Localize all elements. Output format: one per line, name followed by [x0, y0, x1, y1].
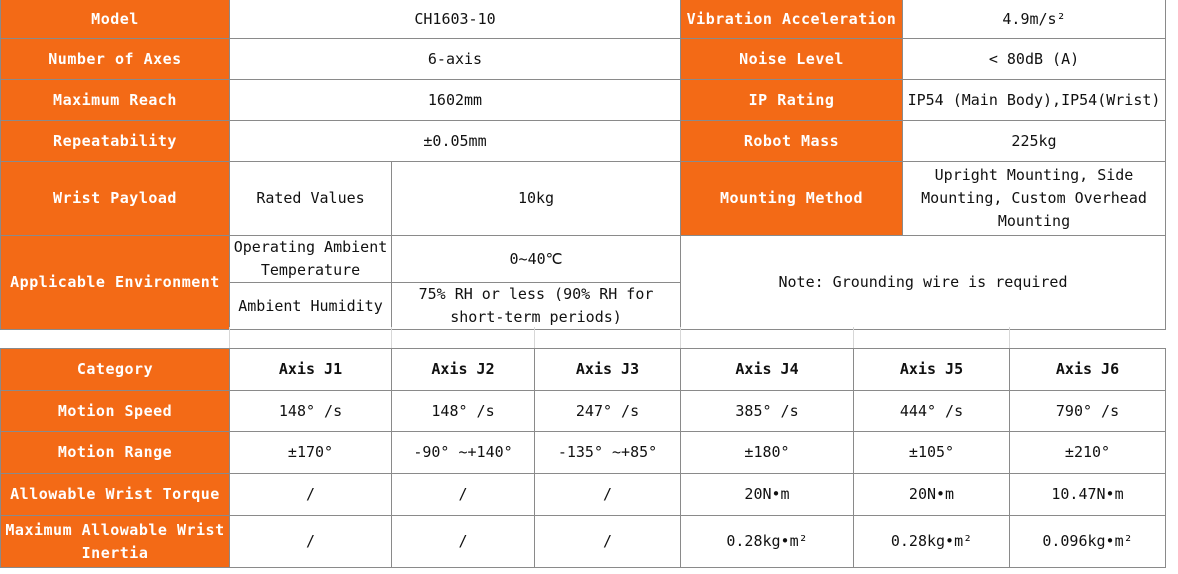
- vibration-value: 4.9m/s²: [903, 0, 1166, 39]
- table-cell: ±105°: [854, 432, 1010, 474]
- table-cell: 148° /s: [392, 391, 535, 432]
- axes-label: Number of Axes: [1, 39, 230, 80]
- table-cell: 385° /s: [681, 391, 854, 432]
- repeatability-label: Repeatability: [1, 121, 230, 162]
- ip-rating-label: IP Rating: [681, 80, 903, 121]
- sheet-gridlines: [0, 327, 1178, 348]
- axis-performance-table: [0, 348, 1166, 568]
- model-value: CH1603-10: [230, 0, 681, 39]
- reach-value: 1602mm: [230, 80, 681, 121]
- table-cell: ±180°: [681, 432, 854, 474]
- temperature-value: 0~40℃: [392, 236, 681, 283]
- grounding-note: Note: Grounding wire is required: [681, 236, 1166, 330]
- temperature-label: Operating Ambient Temperature: [230, 236, 392, 283]
- motion-range-label: Motion Range: [1, 432, 230, 474]
- table-cell: 247° /s: [535, 391, 681, 432]
- mounting-method-value: Upright Mounting, Side Mounting, Custom Overhead Mounting: [903, 162, 1166, 236]
- wrist-torque-label: Allowable Wrist Torque: [1, 474, 230, 516]
- ip-rating-value: IP54 (Main Body),IP54(Wrist): [903, 80, 1166, 121]
- environment-label: Applicable Environment: [1, 236, 230, 330]
- table-cell: /: [230, 516, 392, 568]
- category-header: Category: [1, 349, 230, 391]
- table-cell: ±170°: [230, 432, 392, 474]
- rated-values-value: 10kg: [392, 162, 681, 236]
- table-cell: /: [392, 474, 535, 516]
- model-label: Model: [1, 0, 230, 39]
- humidity-value: 75% RH or less (90% RH for short-term periods): [392, 283, 681, 330]
- axes-value: 6-axis: [230, 39, 681, 80]
- robot-mass-label: Robot Mass: [681, 121, 903, 162]
- table-cell: /: [535, 474, 681, 516]
- table-cell: 10.47N•m: [1010, 474, 1166, 516]
- table-cell: 20N•m: [681, 474, 854, 516]
- robot-mass-value: 225kg: [903, 121, 1166, 162]
- mounting-method-label: Mounting Method: [681, 162, 903, 236]
- motion-speed-label: Motion Speed: [1, 391, 230, 432]
- rated-values-label: Rated Values: [230, 162, 392, 236]
- humidity-label: Ambient Humidity: [230, 283, 392, 330]
- table-cell: 444° /s: [854, 391, 1010, 432]
- table-cell: 0.28kg•m²: [681, 516, 854, 568]
- axis-j3-header: Axis J3: [535, 349, 681, 391]
- table-cell: /: [230, 474, 392, 516]
- table-cell: -90° ~+140°: [392, 432, 535, 474]
- axis-j1-header: Axis J1: [230, 349, 392, 391]
- table-cell: 0.28kg•m²: [854, 516, 1010, 568]
- axis-j4-header: Axis J4: [681, 349, 854, 391]
- table-cell: /: [392, 516, 535, 568]
- wrist-payload-label: Wrist Payload: [1, 162, 230, 236]
- repeatability-value: ±0.05mm: [230, 121, 681, 162]
- vibration-label: Vibration Acceleration: [681, 0, 903, 39]
- table-cell: ±210°: [1010, 432, 1166, 474]
- table-cell: 20N•m: [854, 474, 1010, 516]
- axis-j6-header: Axis J6: [1010, 349, 1166, 391]
- table-cell: /: [535, 516, 681, 568]
- axis-j5-header: Axis J5: [854, 349, 1010, 391]
- noise-label: Noise Level: [681, 39, 903, 80]
- table-cell: 148° /s: [230, 391, 392, 432]
- noise-value: < 80dB (A): [903, 39, 1166, 80]
- table-cell: 790° /s: [1010, 391, 1166, 432]
- wrist-inertia-label: Maximum Allowable Wrist Inertia: [1, 516, 230, 568]
- table-cell: 0.096kg•m²: [1010, 516, 1166, 568]
- reach-label: Maximum Reach: [1, 80, 230, 121]
- table-cell: -135° ~+85°: [535, 432, 681, 474]
- axis-j2-header: Axis J2: [392, 349, 535, 391]
